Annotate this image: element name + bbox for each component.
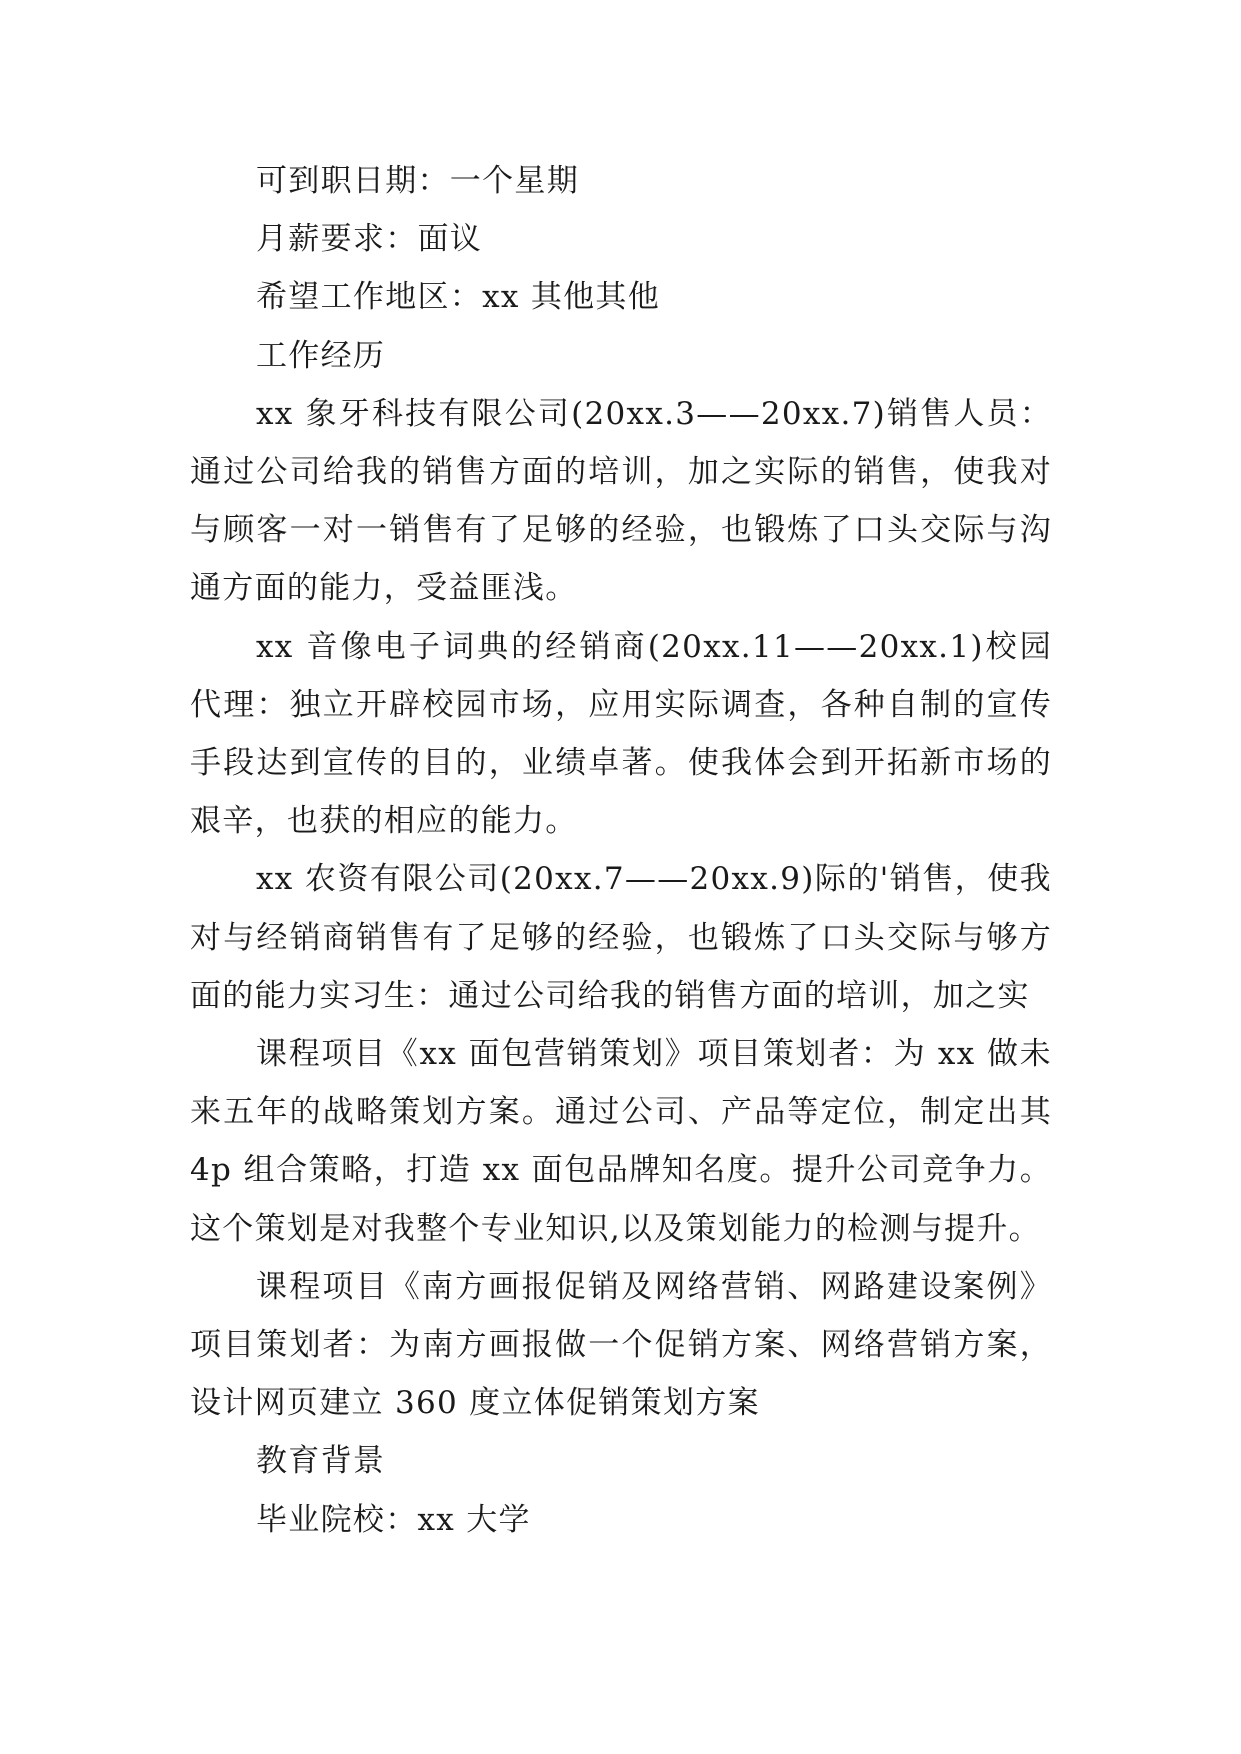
project-paragraph: 课程项目《xx 面包营销策划》项目策划者：为 xx 做未来五年的战略策划方案。通过公司、产品等定位，制定出其 4p 组合策略，打造 xx 面包品牌知名度。提升公司竞争力。这个策划是对我整个专业知识,以及策划能力的检测与提升。	[190, 1036, 1052, 1247]
work-experience-heading: 工作经历	[256, 337, 386, 374]
project-paragraph: 课程项目《南方画报促销及网络营销、网路建设案例》项目策划者：为南方画报做一个促销方案、网络营销方案，设计网页建立 360 度立体促销策划方案	[190, 1268, 1052, 1422]
education-heading: 教育背景	[256, 1443, 386, 1480]
document-body	[190, 152, 1052, 1549]
salary-requirement-line: 月薪要求：面议	[256, 221, 483, 258]
work-experience-paragraph: xx 音像电子词典的经销商(20xx.11——20xx.1)校园代理：独立开辟校园市场，应用实际调查，各种自制的宣传手段达到宣传的目的，业绩卓著。使我体会到开拓新市场的艰辛，也获的相应的能力。	[190, 628, 1052, 840]
available-date-line: 可到职日期：一个星期	[256, 163, 579, 199]
work-experience-paragraph: xx 象牙科技有限公司(20xx.3——20xx.7)销售人员：通过公司给我的销售方面的培训，加之实际的销售，使我对与顾客一对一销售有了足够的经验，也锻炼了口头交际与沟通方面的能力，受益匪浅。	[190, 395, 1052, 607]
graduate-school-line: 毕业院校：xx 大学	[256, 1501, 531, 1538]
desired-location-line: 希望工作地区：xx 其他其他	[256, 279, 661, 316]
work-experience-paragraph: xx 农资有限公司(20xx.7——20xx.9)际的'销售，使我对与经销商销售有了足够的经验，也锻炼了口头交际与够方面的能力实习生：通过公司给我的销售方面的培训，加之实	[190, 861, 1052, 1014]
